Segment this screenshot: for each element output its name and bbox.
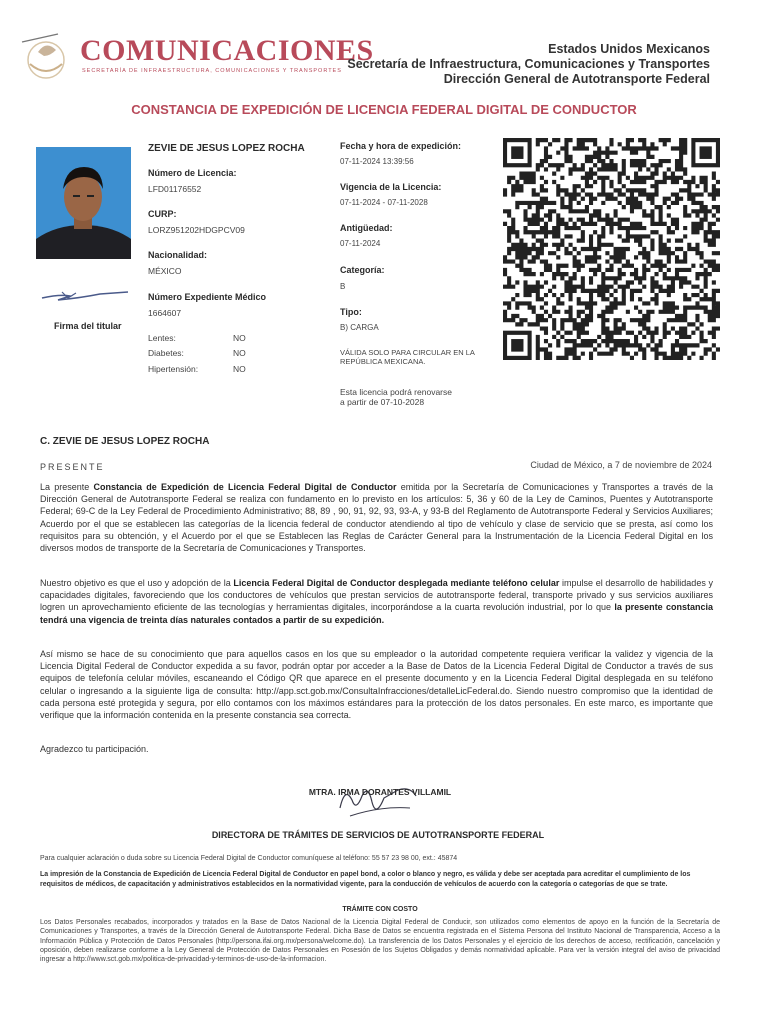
- paragraph-thanks: Agradezco tu participación.: [40, 744, 149, 754]
- license-number-label: Número de Licencia:: [148, 168, 237, 178]
- direccion-name: Dirección General de Autotransporte Federal: [443, 72, 710, 86]
- national-seal-logo: [18, 30, 74, 82]
- brand-wordmark: COMUNICACIONES: [80, 34, 374, 67]
- director-signature-image: [320, 778, 430, 826]
- curp-value: LORZ951202HDGPCV09: [148, 225, 245, 235]
- type-label: Tipo:: [340, 307, 362, 317]
- issue-date-label: Fecha y hora de expedición:: [340, 141, 462, 151]
- paragraph-objective: Nuestro objetivo es que el uso y adopción de la Licencia Federal Digital de Conductor desplegada mediante teléfono celular impulse el desarrollo de habilidades y capacidades digitales, favoreciendo que los conductores de vehículos que prestan servicios de autotransporte federal, transporte privado y sus servicios auxiliares logren un aprovechamiento eficiente de las tecnologías y herramientas digitales, incorporándose a la cuarta revolución industrial, por lo que la presente constancia tendrá una vigencia de treinta días naturales contados a partir de su expedición.: [40, 578, 713, 625]
- validity-value: 07-11-2024 - 07-11-2028: [340, 198, 428, 207]
- paragraph-legal-basis: La presente Constancia de Expedición de Licencia Federal Digital de Conductor emitida por la Secretaría de Comunicaciones y Transportes a través de la Dirección General de Autotransporte Federal se realiza con fundamento en lo previsto en los artículos: 5, 36 y 60 de la Ley de Caminos, Puentes y Autotransporte Federal; 69-C de la Ley Federal de Procedimiento Administrativo; 88, 89 , 90, 91, 92, 93, 93-A, y 93-B del Reglamento de Autotransporte Federal y Servicios Auxiliares; Acuerdo por el que se establecen las categorías de la licencia federal de conductor atendiendo al tipo de vehículo y clase de servicio que se presta, así como los requisitos para su obtención, y el Acuerdo por el que se Establecen las Reglas de Carácter General para la Instrumentación de la Licencia Federal Digital en los diversos modos de transporte de la Secretaría de Comunicaciones y Transportes.: [40, 482, 713, 554]
- secretaria-name: Secretaría de Infraestructura, Comunicaciones y Transportes: [347, 57, 710, 71]
- document-title: CONSTANCIA DE EXPEDICIÓN DE LICENCIA FEDERAL DIGITAL DE CONDUCTOR: [131, 102, 637, 117]
- type-value: B) CARGA: [340, 323, 379, 332]
- seniority-value: 07-11-2024: [340, 239, 381, 248]
- validity-label: Vigencia de la Licencia:: [340, 182, 442, 192]
- medical-file-value: 1664607: [148, 308, 182, 318]
- category-label: Categoría:: [340, 265, 385, 275]
- license-number-value: LFD01176552: [148, 184, 202, 194]
- privacy-notice: Los Datos Personales recabados, incorporados y tratados en la Base de Datos Nacional de la Licencia Digital Federal de Conducir, son utilizados como elementos de apoyo en la función de la Secretaría de Comunicaciones y Transportes, a través de la Dirección General de Autotransporte Federal. Dicha Base de Datos se encuentra registrada en el Sistema Persona del Instituto Nacional de Transparencia, Acceso a la Información Pública y Protección de Datos Personales (http://persona.ifai.org.mx/persona/welcome.do). La transferencia de los Datos Personales y el ejercicio de los derechos de acceso, rectificación, cancelación y oposición, deben realizarse conforme a la Ley General de Protección de Datos Personales en Posesión de los Sujetos Obligados y demás normatividad aplicable. Para ver la versión integral del aviso de privacidad ingresar a http://www.sct.gob.mx/politica-de-privacidad-y-terminos-de-uso-de-la-informacion.: [40, 919, 720, 964]
- country-name: Estados Unidos Mexicanos: [548, 42, 710, 56]
- signer-position: DIRECTORA DE TRÁMITES DE SERVICIOS DE AUTOTRANSPORTE FEDERAL: [211, 830, 545, 840]
- diabetes-value: NO: [233, 348, 246, 358]
- hipertension-value: NO: [233, 364, 246, 374]
- recipient-name: C. ZEVIE DE JESUS LOPEZ ROCHA: [40, 436, 210, 447]
- renewal-note-line2: a partir de 07-10-2028: [340, 397, 425, 407]
- header-institution: [347, 42, 710, 87]
- verification-qr-code: [503, 138, 720, 360]
- lentes-label: Lentes:: [148, 333, 176, 343]
- signer-name: MTRA. IRMA DORANTES VILLAMIL: [308, 787, 452, 797]
- presente-label: PRESENTE: [40, 462, 105, 472]
- print-validity-note: La impresión de la Constancia de Expedición de Licencia Federal Digital de Conductor en papel bond, a color o blanco y negro, es válida y debe ser aceptada para acreditar el cumplimiento de los requisitos de médicos, de capacitación y administrativos establecidos en la normatividad vigente, para la conducción de vehículos de acuerdo con la categoría o categorías de que se trate.: [40, 871, 691, 888]
- fee-note: TRÁMITE CON COSTO: [342, 906, 418, 913]
- holder-name: ZEVIE DE JESUS LOPEZ ROCHA: [148, 143, 305, 154]
- holder-signature-image: [40, 284, 130, 306]
- lentes-value: NO: [233, 333, 246, 343]
- contact-note: Para cualquier aclaración o duda sobre su Licencia Federal Digital de Conductor comuníquese al teléfono: 55 57 23 98 00, ext.: 45874: [40, 855, 458, 862]
- medical-file-label: Número Expediente Médico: [148, 292, 267, 302]
- renewal-note-line1: Esta licencia podrá renovarse: [340, 387, 452, 397]
- brand-subtitle: SECRETARÍA DE INFRAESTRUCTURA, COMUNICACIONES Y TRANSPORTES: [82, 68, 342, 74]
- nationality-label: Nacionalidad:: [148, 250, 208, 260]
- city-date: Ciudad de México, a 7 de noviembre de 2024: [530, 460, 712, 470]
- seniority-label: Antigüedad:: [340, 223, 393, 233]
- diabetes-label: Diabetes:: [148, 348, 184, 358]
- hipertension-label: Hipertensión:: [148, 364, 199, 374]
- category-value: B: [340, 282, 346, 291]
- validity-scope-note: VÁLIDA SOLO PARA CIRCULAR EN LA REPÚBLICA MEXICANA.: [340, 348, 475, 366]
- holder-signature-label: Firma del titular: [54, 321, 122, 331]
- paragraph-verification: Así mismo se hace de su conocimiento que para aquellos casos en los que su empleador o la autoridad competente requiera verificar la validez y vigencia de la Licencia Digital Federal de Conductor expedida a su favor, podrán optar por acceder a la Base de Datos de la Licencia Federal Digital de Conductor a través de sus equipos de telefonía celular móviles, escaneando el Código QR que aparece en el presente documento y en la Licencia Federal Digital desplegada en su teléfono celular o ingresando a la siguiente liga de consulta: http://app.sct.gob.mx/ConsultaInfracciones/detalleLicFederal.do. Siendo nuestro compromiso que la identidad de cada persona esté protegida y segura, por ello contamos con los máximos estándares para la protección de los datos personales. En este marco, es importante que verifique que la información contenida en la presente constancia sea correcta.: [40, 649, 713, 721]
- issue-date-value: 07-11-2024 13:39:56: [340, 157, 414, 166]
- holder-photo: [36, 147, 131, 259]
- nationality-value: MÉXICO: [148, 266, 182, 276]
- curp-label: CURP:: [148, 209, 177, 219]
